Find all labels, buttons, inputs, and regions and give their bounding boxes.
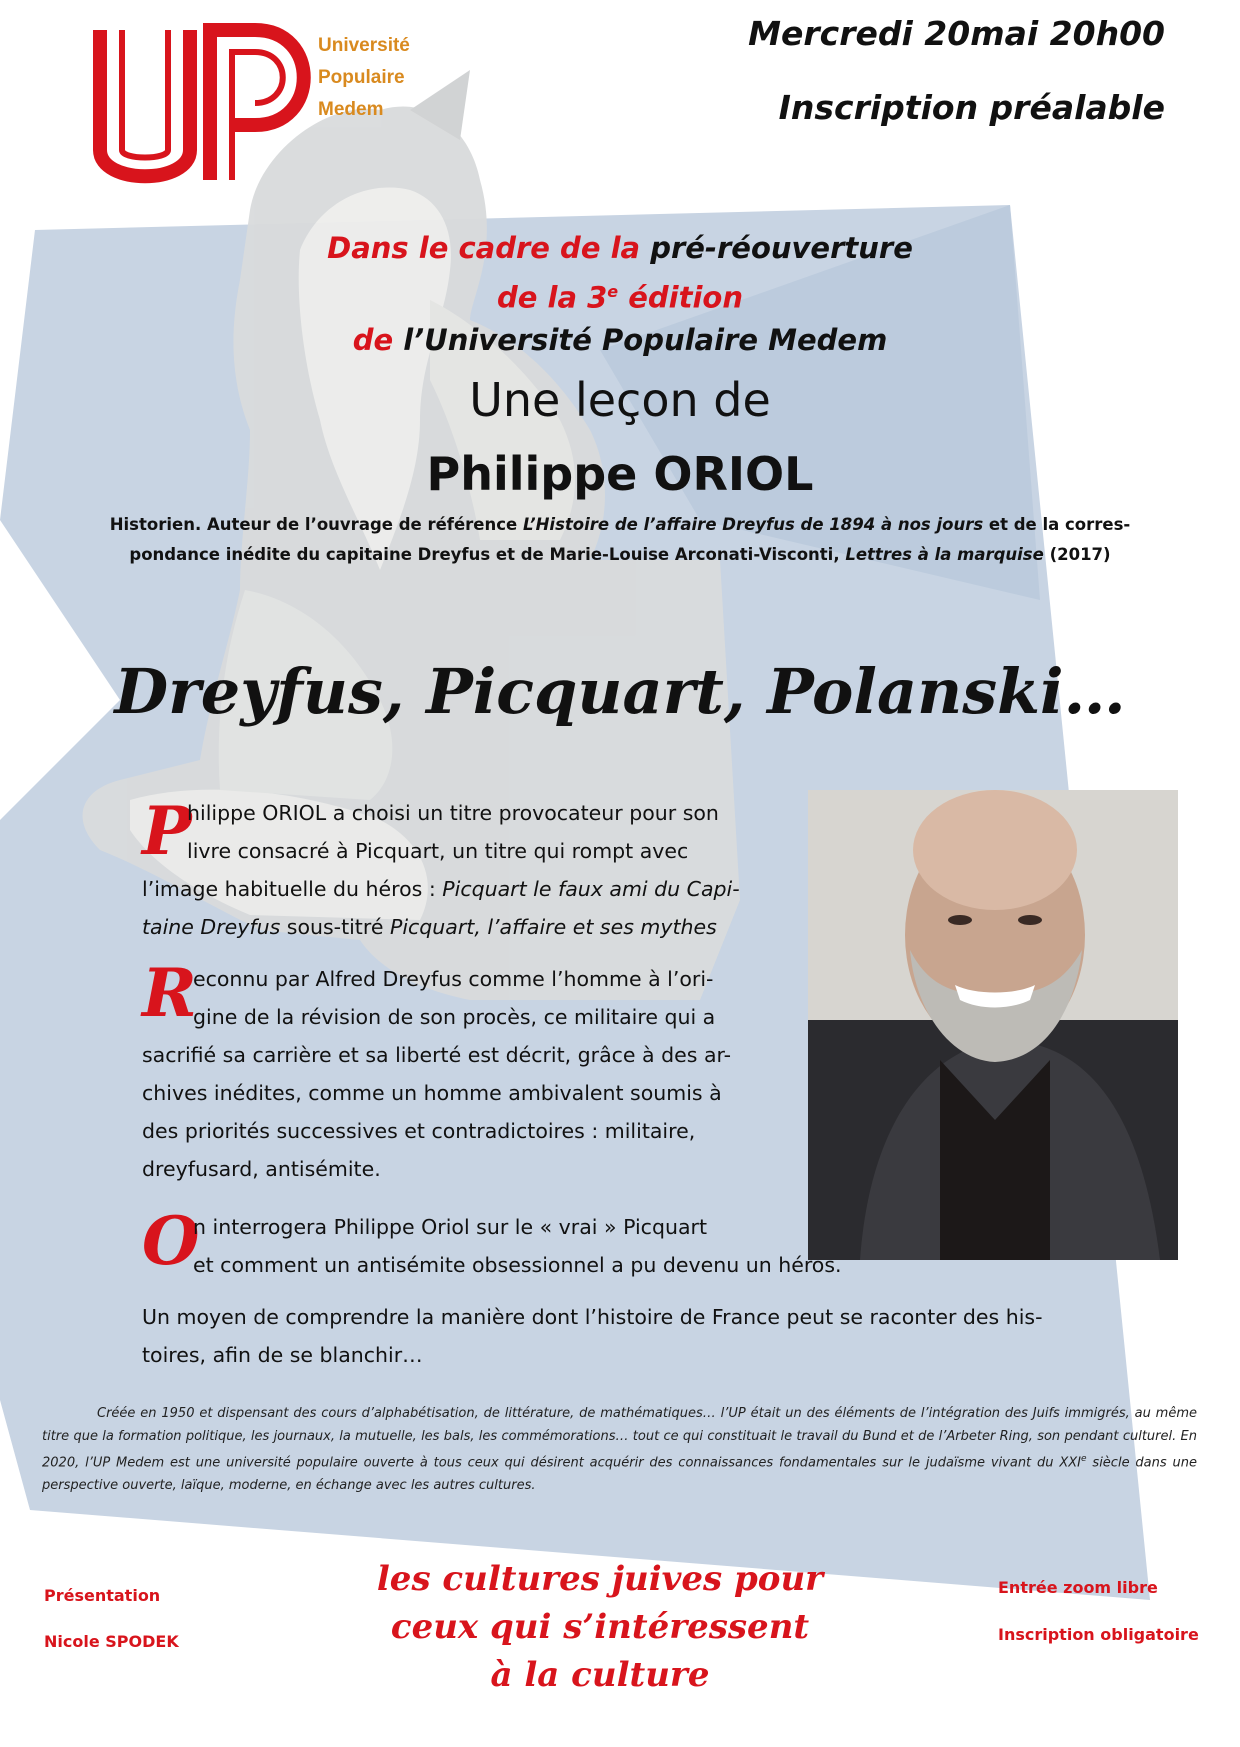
- paragraph-4-line-1: Un moyen de comprendre la manière dont l’histoire de France peut se raconter des his-: [142, 1305, 1043, 1329]
- philippe-oriol-photo: [808, 790, 1178, 1260]
- slogan: [330, 1555, 870, 1699]
- event-date: Mercredi 20mai 20h00: [748, 14, 1165, 53]
- slogan-line-3: à la culture: [490, 1655, 710, 1695]
- logo-line-populaire: Populaire: [318, 67, 405, 88]
- paragraph-4-line-2: toires, afin de se blanchir…: [142, 1343, 423, 1367]
- cadre-line-3: de l’Université Populaire Medem: [352, 323, 888, 357]
- lecon-line-1: Une leçon de: [469, 373, 771, 427]
- paragraph-1-line-1: hilippe ORIOL a choisi un titre provocateur pour son: [187, 801, 719, 825]
- dropcap-p: P: [142, 792, 192, 870]
- lecon-speaker-name: Philippe ORIOL: [426, 447, 814, 501]
- signup-info: Inscription obligatoire: [998, 1625, 1199, 1644]
- paragraph-1-line-2: livre consacré à Picquart, un titre qui rompt avec: [187, 839, 689, 863]
- cadre-line-1: Dans le cadre de la pré-réouverture: [327, 231, 913, 265]
- dropcap-o: O: [142, 1202, 200, 1280]
- paragraph-2-line-5: des priorités successives et contradictoires : militaire,: [142, 1119, 696, 1143]
- presenter-name: Nicole SPODEK: [44, 1632, 179, 1651]
- dropcap-r: R: [142, 954, 197, 1032]
- cadre-line-2: de la 3e édition: [496, 280, 743, 315]
- slogan-line-1: les cultures juives pour: [376, 1559, 824, 1599]
- paragraph-3-line-1: n interrogera Philippe Oriol sur le « vrai » Picquart: [193, 1215, 707, 1239]
- logo-line-medem: Medem: [318, 99, 384, 120]
- paragraph-2-line-6: dreyfusard, antisémite.: [142, 1157, 381, 1181]
- slogan-line-2: ceux qui s’intéressent: [390, 1607, 810, 1647]
- paragraph-2-line-3: sacrifié sa carrière et sa liberté est décrit, grâce à des ar-: [142, 1043, 732, 1067]
- entry-info: Entrée zoom libre: [998, 1578, 1158, 1597]
- paragraph-1-line-4: taine Dreyfus sous-titré Picquart, l’affaire et ses mythes: [142, 915, 717, 939]
- paragraph-2-line-2: gine de la révision de son procès, ce militaire qui a: [193, 1005, 716, 1029]
- paragraph-2-line-4: chives inédites, comme un homme ambivalent soumis à: [142, 1081, 722, 1105]
- paragraph-2-line-1: econnu par Alfred Dreyfus comme l’homme à l’ori-: [193, 967, 714, 991]
- paragraph-1-line-3: l’image habituelle du héros : Picquart le faux ami du Capi-: [142, 877, 740, 901]
- logo-line-universite: Université: [318, 35, 410, 56]
- presentation-label: Présentation: [44, 1586, 161, 1605]
- event-registration: Inscription préalable: [778, 88, 1165, 127]
- speaker-bio: Historien. Auteur de l’ouvrage de référence L’Histoire de l’affaire Dreyfus de 1894 à nos jours et de la corres- pondance inédite du capitaine Dreyfus et de Marie-Louise Arconati-Visconti, Lettres à la marquise (2017): [109, 515, 1131, 564]
- logo-text: [318, 30, 410, 126]
- up-logo-letters: [100, 30, 304, 180]
- up-history-text: Créée en 1950 et dispensant des cours d’alphabétisation, de littérature, de mathématiques… l’UP était un des éléments de l’intégration des Juifs immigrés, au même titre que la formation politique, les journaux, la mutuelle, les bals, les commémorations… tout ce qui constituait le travail du Bund et de l’Arbeter Ring, son pendant culturel. En 2020, l’UP Medem est une université populaire ouverte à tous ceux qui désirent acquérir des connaissances fondamentales sur le judaïsme vivant du XXIe siècle dans une perspective ouverte, laïque, moderne, en échange avec les autres cultures.: [42, 1406, 1197, 1494]
- paragraph-3-line-2: et comment un antisémite obsessionnel a pu devenu un héros.: [193, 1253, 842, 1277]
- lecture-title: Dreyfus, Picquart, Polanski…: [114, 655, 1126, 728]
